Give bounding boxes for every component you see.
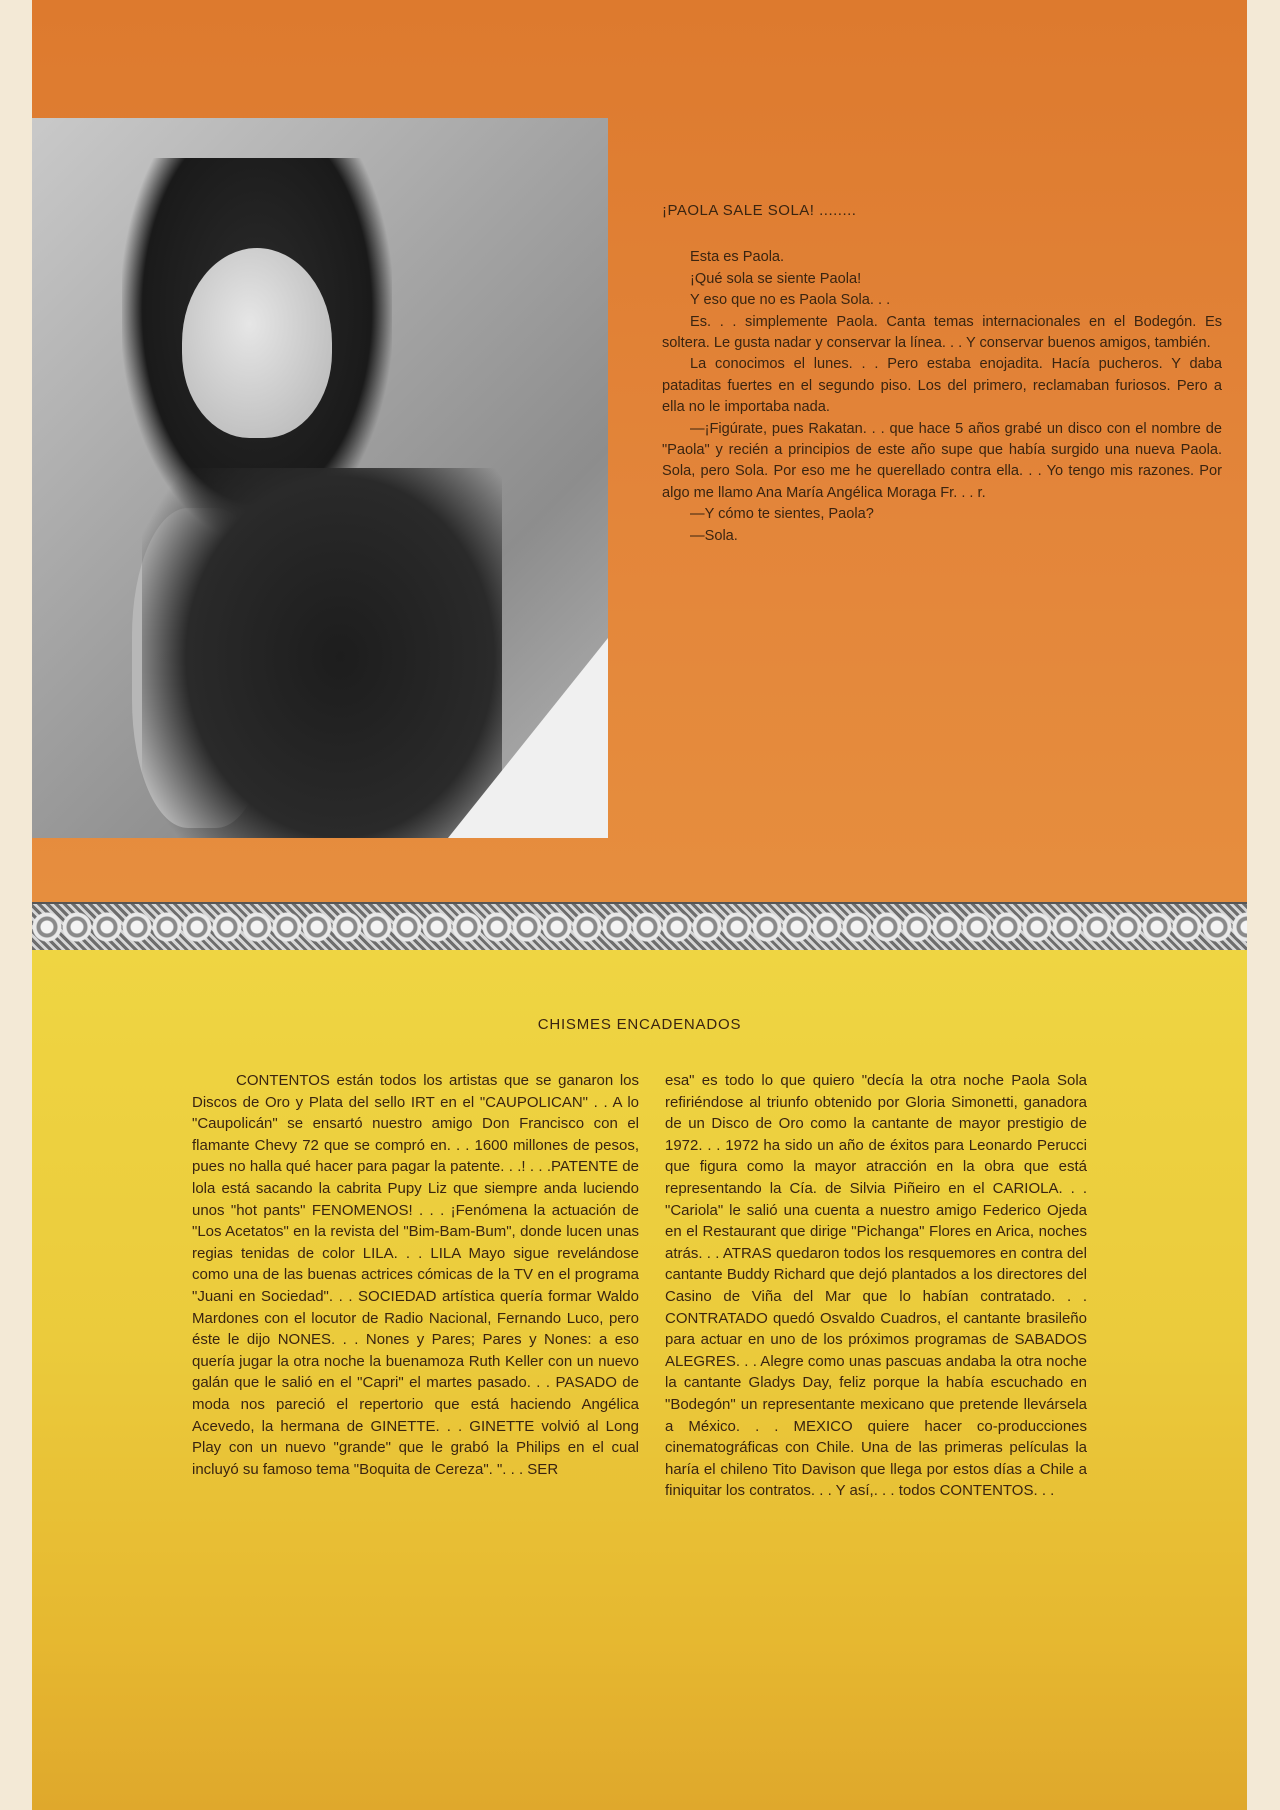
decorative-border bbox=[32, 902, 1247, 952]
chismes-section bbox=[32, 950, 1247, 1810]
paola-paragraph: —Y cómo te sientes, Paola? bbox=[690, 506, 874, 523]
paola-article-title: ¡PAOLA SALE SOLA! ........ bbox=[662, 202, 857, 219]
paola-section bbox=[32, 0, 1247, 908]
paola-paragraph: Es. . . simplemente Paola. Canta temas internacionales en el Bodegón. Es soltera. Le gusta nadar y conservar la línea. . . Y conservar buenos amigos, también. bbox=[662, 313, 1222, 352]
paola-paragraph: ¡Qué sola se siente Paola! bbox=[690, 270, 862, 287]
paola-paragraph: La conocimos el lunes. . . Pero estaba enojadita. Hacía pucheros. Y daba pataditas fuertes en el segundo piso. Los del primero, reclamaban furiosos. Pero a ella no le importaba nada. bbox=[662, 356, 1222, 416]
paola-paragraph: —¡Figúrate, pues Rakatan. . . que hace 5 años grabé un disco con el nombre de "Paola" y recién a principios de este año supe que había surgido una nueva Paola. Sola, pero Sola. Por eso me he querellado contra ella. . . Yo tengo mis razones. Por algo me llamo Ana María Angélica Moraga Fr. . . r. bbox=[662, 420, 1222, 501]
photo-face bbox=[182, 248, 332, 438]
chismes-column-right: esa" es todo lo que quiero "decía la otra noche Paola Sola refiriéndose al triunfo obtenido por Gloria Simonetti, ganadora de un Disco de Oro como la cantante de mayor prestigio de 1972. . . 1972 ha sido un año de éxitos para Leonardo Perucci que figura como la mayor atracción en la obra que está representando la Cía. de Silvia Piñeiro en el CARIOLA. . . "Cariola" le salió una cuenta a nuestro amigo Federico Ojeda en el Restaurant que dirige "Pichanga" Flores en Arica, noches atrás. . . ATRAS quedaron todos los resquemores en contra del cantante Buddy Richard que dejó plantados a los directores del Casino de Viña del Mar que lo habían contratado. . . CONTRATADO quedó Osvaldo Cuadros, el cantante brasileño para actuar en uno de los próximos programas de SABADOS ALEGRES. . . Alegre como unas pascuas andaba la otra noche la cantante Gladys Day, feliz porque la había escuchado en "Bodegón" un representante mexicano que pretende llevársela a México. . . MEXICO quiere hacer co-producciones cinematográficas con Chile. Una de las primeras películas la haría el chileno Tito Davison que llega por estos días a Chile a finiquitar los contratos. . . Y así,. . . todos CONTENTOS. . . bbox=[665, 1072, 1087, 1500]
photo-corner-highlight bbox=[448, 638, 608, 838]
paola-paragraph: Esta es Paola. bbox=[690, 249, 785, 266]
paola-paragraph: —Sola. bbox=[690, 527, 738, 544]
paola-paragraph: Y eso que no es Paola Sola. . . bbox=[690, 292, 891, 309]
chismes-column-left: CONTENTOS están todos los artistas que se ganaron los Discos de Oro y Plata del sello IRT en el "CAUPOLICAN" . . A lo "Caupolicán" se ensartó nuestro amigo Don Francisco con el flamante Chevy 72 que se compró en. . . 1600 millones de pesos, pues no halla qué hacer para pagar la patente. . .! . . .PATENTE de lola está sacando la cabrita Pupy Liz que siempre anda luciendo unos "hot pants" FENOMENOS! . . . ¡Fenómena la actuación de "Los Acetatos" en la revista del "Bim-Bam-Bum", donde lucen unas regias tenidas de color LILA. . . LILA Mayo sigue revelándose como una de las buenas actrices cómicas de la TV en el programa "Juani en Sociedad". . . SOCIEDAD artística quería formar Waldo Mardones con el locutor de Radio Nacional, Fernando Luco, pero éste le dijo NONES. . . Nones y Pares; Pares y Nones: a eso quería jugar la otra noche la buenamoza Ruth Keller con un nuevo galán que le salió en el "Capri" el martes pasado. . . PASADO de moda nos pareció el repertorio que está haciendo Angélica Acevedo, la hermana de GINETTE. . . GINETTE volvió al Long Play con un nuevo "grande" que le grabó la Philips en el cual incluyó su famoso tema "Boquita de Cereza". ". . . SER bbox=[192, 1072, 639, 1478]
paola-article bbox=[662, 200, 1222, 547]
magazine-page bbox=[32, 0, 1247, 1810]
paola-photo bbox=[32, 118, 608, 838]
chismes-title: CHISMES ENCADENADOS bbox=[537, 1016, 742, 1033]
